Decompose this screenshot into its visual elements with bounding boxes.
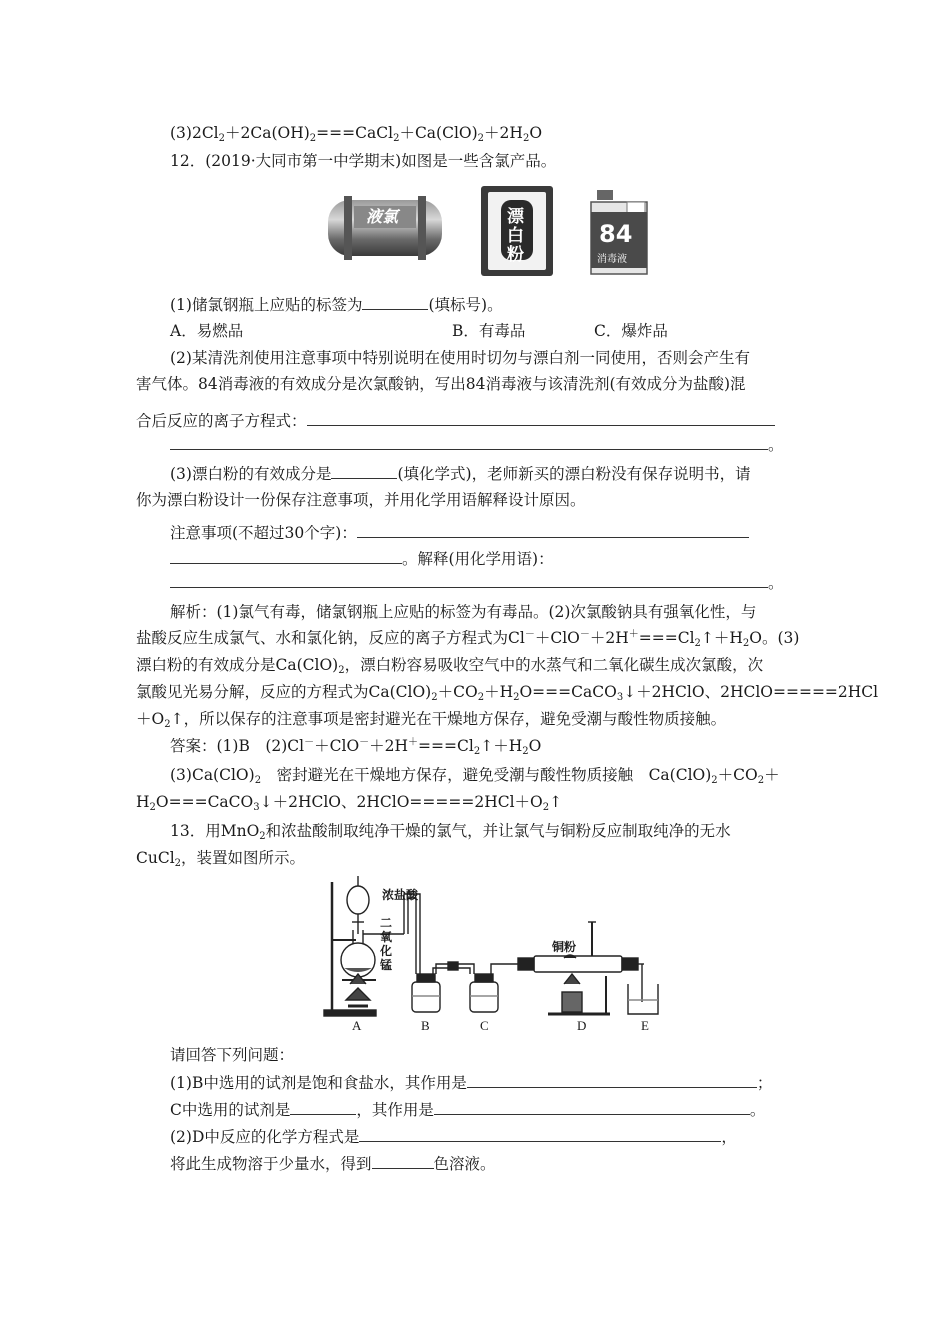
- answer-blank[interactable]: [170, 547, 402, 564]
- answer-blank[interactable]: [290, 1098, 356, 1115]
- q12-part3-line2: 你为漂白粉设计一份保存注意事项，并用化学用语解释设计原因。: [136, 491, 586, 509]
- q13-prompt: 请回答下列问题：: [170, 1046, 295, 1064]
- letter-b: B: [421, 1018, 430, 1033]
- option-a: A．易燃品: [170, 322, 244, 340]
- q12-answer-line2: $(3)Ca(ClO)_2$ 密封避光在干燥地方保存，避免受潮与酸性物质接触 $Ca(ClO)_2+CO_2+$: [170, 766, 780, 786]
- q11-answer-3: $(3)2Cl_2+2Ca(OH)_2===CaCl_2+Ca(ClO)_2+2H_2O$: [170, 124, 543, 144]
- option-c: C．爆炸品: [594, 322, 668, 340]
- cylinder-label: 液氯: [366, 207, 399, 226]
- q12-answer-line1: 答案：(1)B $(2)Cl^-+ClO^-+2H^+===Cl_2↑+H_2O$: [170, 737, 542, 757]
- answer-blank[interactable]: [359, 1125, 721, 1142]
- q12-analysis-line5: $+O_2↑$，所以保存的注意事项是密封避光在干燥地方保存，避免受潮与酸性物质接触。: [136, 710, 727, 730]
- answer-blank[interactable]: [170, 433, 768, 450]
- letter-c: C: [480, 1018, 489, 1033]
- answer-blank[interactable]: [372, 1152, 434, 1169]
- q12-analysis-line3: 漂白粉的有效成分是$Ca(ClO)_2$，漂白粉容易吸收空气中的水蒸气和二氧化碳生成次氯酸，次: [136, 656, 764, 676]
- q12-part2-line2: 害气体。84消毒液的有效成分是次氯酸钠，写出84消毒液与该清洗剂(有效成分为盐酸)混: [136, 375, 746, 393]
- q12-part2-line1: (2)某清洗剂使用注意事项中特别说明在使用时切勿与漂白剂一同使用，否则会产生有: [170, 349, 750, 367]
- q13-part1-b: (1)B中选用的试剂是饱和食盐水，其作用是 ；: [170, 1070, 870, 1096]
- disinfectant-84-jug-image: [589, 190, 651, 276]
- q12-options: [170, 318, 870, 344]
- jug-84-text: 84: [599, 220, 633, 248]
- letter-d: D: [577, 1018, 587, 1033]
- answer-blank[interactable]: [331, 462, 397, 479]
- q12-part3-line4: 。解释(用化学用语)：: [170, 546, 870, 572]
- q13-part2-line1: (2)D中反应的化学方程式是 ，: [170, 1124, 870, 1150]
- bag-text-1: 漂: [507, 207, 524, 227]
- bag-text-3: 粉: [507, 245, 524, 265]
- q12-part2-line4: 。: [170, 432, 870, 458]
- q12-stem: 12．(2019·大同市第一中学期末)如图是一些含氯产品。: [170, 152, 557, 170]
- answer-blank[interactable]: [434, 1098, 750, 1115]
- q13-stem-line1: 13．用MnO$_2$和浓盐酸制取纯净干燥的氯气，并让氯气与铜粉反应制取纯净的无水: [170, 822, 731, 842]
- q13-part1-c: C中选用的试剂是 ，其作用是 。: [170, 1097, 870, 1123]
- q12-part2-line3: 合后反应的离子方程式：: [136, 408, 836, 434]
- option-b: B．有毒品: [452, 322, 526, 340]
- bag-text-2: 白: [507, 226, 524, 246]
- apparatus-diagram: [320, 872, 676, 1034]
- label-copper-powder: 铜粉: [552, 940, 577, 954]
- bleaching-powder-bag-image: [481, 186, 553, 276]
- answer-blank[interactable]: [362, 293, 428, 310]
- answer-blank[interactable]: [357, 521, 749, 538]
- q13-stem-line2: CuCl$_2$，装置如图所示。: [136, 849, 306, 869]
- q12-part3-line5: 。: [170, 570, 870, 596]
- answer-blank[interactable]: [467, 1071, 757, 1088]
- letter-e: E: [641, 1018, 649, 1033]
- q12-part1: (1)储氯钢瓶上应贴的标签为 (填标号)。: [170, 292, 870, 318]
- jug-small-text: 消毒液: [597, 254, 627, 265]
- q12-analysis-line2: 盐酸反应生成氯气、水和氯化钠，反应的离子方程式为$Cl^-+ClO^-+2H^+===Cl_2↑+H_2O$。(3): [136, 629, 800, 649]
- q12-part3-line3: 注意事项(不超过30个字)：: [170, 520, 870, 546]
- liquid-chlorine-cylinder-image: [322, 186, 448, 268]
- label-mno2: 二 氧 化 锰: [380, 916, 393, 972]
- letter-a: A: [352, 1018, 362, 1033]
- q12-analysis-line4: 氯酸见光易分解，反应的方程式为$Ca(ClO)_2+CO_2+H_2O===CaCO_3↓+2HClO$、2HClO=====2HCl: [136, 683, 879, 703]
- q12-analysis-line1: 解析：(1)氯气有毒，储氯钢瓶上应贴的标签为有毒品。(2)次氯酸钠具有强氧化性，与: [170, 603, 757, 621]
- answer-blank[interactable]: [170, 571, 768, 588]
- q13-part2-line2: 将此生成物溶于少量水，得到 色溶液。: [170, 1151, 870, 1177]
- q12-part3-line1: (3)漂白粉的有效成分是 (填化学式)，老师新买的漂白粉没有保存说明书，请: [170, 461, 870, 487]
- label-conc-hcl: 浓盐酸: [382, 888, 419, 902]
- q12-answer-line3: $H_2O===CaCO_3↓+2HClO$、$2HClO=====2HCl+O_2↑$: [136, 793, 563, 813]
- answer-blank[interactable]: [307, 409, 775, 426]
